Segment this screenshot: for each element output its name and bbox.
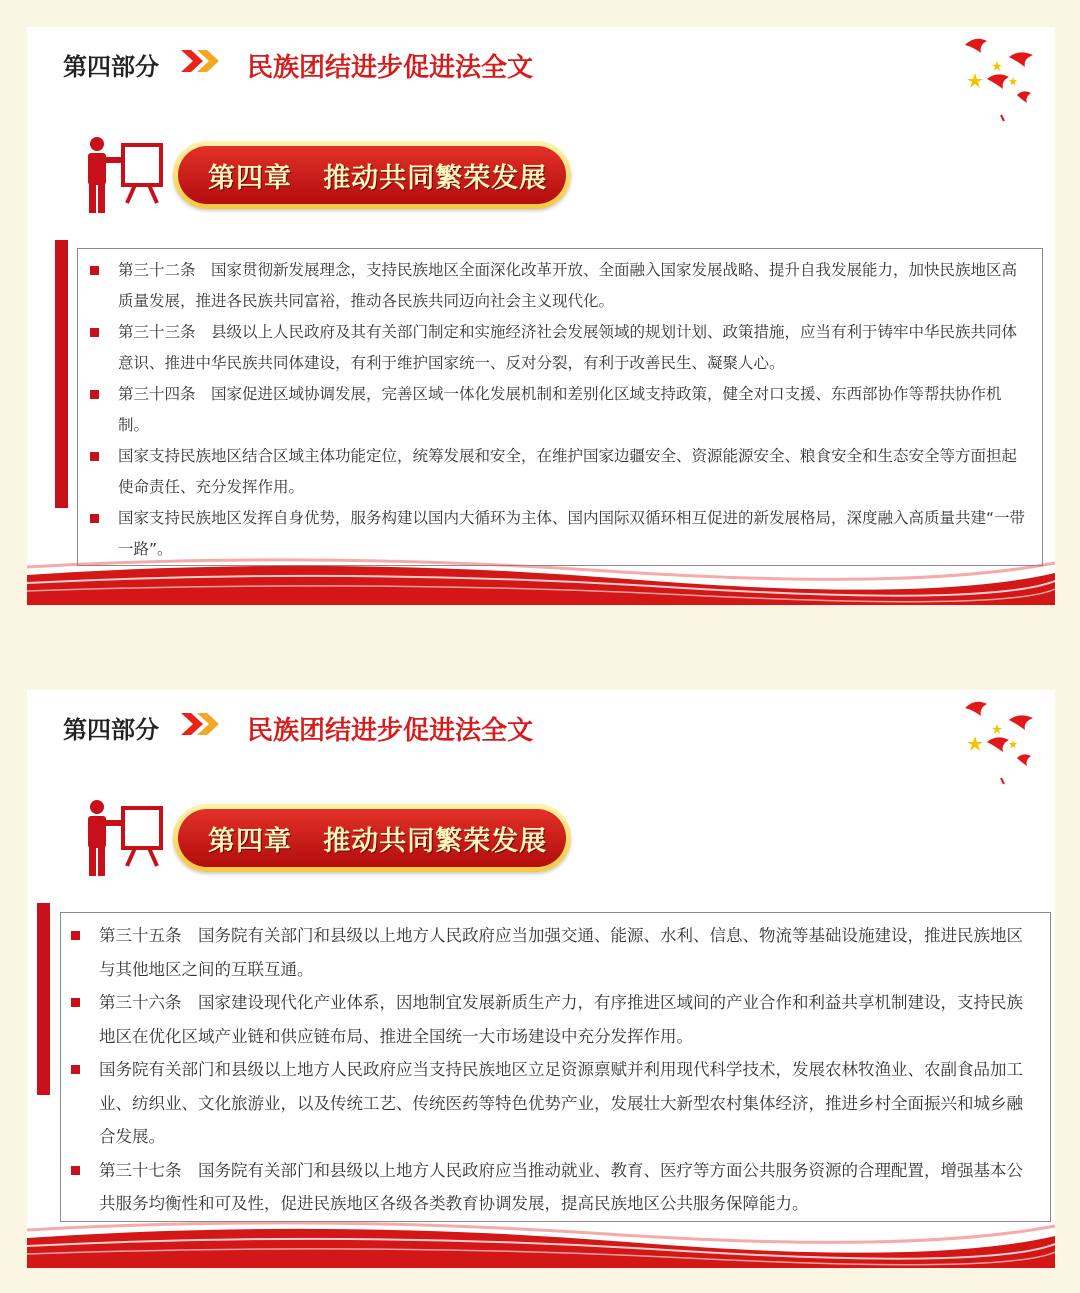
- doves-stars-icon: [957, 694, 1047, 790]
- slide-2: [27, 690, 1055, 1268]
- item-text: 国家支持民族地区发挥自身优势，服务构建以国内大循环为主体、国内国际双循环相互促进的新发展格局，深度融入高质量共建“一带一路”。: [118, 509, 1026, 558]
- chapter-title: 第四章 推动共同繁荣发展: [208, 162, 548, 194]
- double-chevron-icon: [179, 710, 223, 738]
- part-title: 民族团结进步促进法全文: [247, 716, 534, 746]
- list-item: [69, 986, 1036, 1053]
- teacher-board-icon: [83, 798, 169, 880]
- item-text: 国家支持民族地区结合区域主体功能定位，统筹发展和安全，在维护国家边疆安全、资源能源安全、粮食安全和生态安全等方面担起使命责任、充分发挥作用。: [118, 447, 1018, 496]
- list-item: [69, 1053, 1036, 1154]
- list-item: [88, 441, 1030, 503]
- part-title: 民族团结进步促进法全文: [247, 53, 534, 83]
- chapter-banner: [173, 141, 571, 209]
- bullet-square-icon: [90, 266, 99, 275]
- item-text: 国务院有关部门和县级以上地方人民政府应当支持民族地区立足资源禀赋并利用现代科学技术，发展农林牧渔业、农副食品加工业、纺织业、文化旅游业，以及传统工艺、传统医药等特色优势产业，发展壮大新型农村集体经济，推进乡村全面振兴和城乡融合发展。: [99, 1060, 1023, 1146]
- list-item: [69, 919, 1036, 986]
- accent-bar: [55, 240, 68, 508]
- article-text-box: [77, 248, 1043, 566]
- item-text: 第三十四条 国家促进区域协调发展，完善区域一体化发展机制和差别化区域支持政策，健全对口支援、东西部协作等帮扶协作机制。: [118, 385, 1002, 434]
- bullet-square-icon: [90, 514, 99, 523]
- bullet-square-icon: [90, 328, 99, 337]
- accent-bar: [37, 903, 50, 1095]
- bullet-square-icon: [90, 390, 99, 399]
- item-text: 第三十六条 国家建设现代化产业体系，因地制宜发展新质生产力，有序推进区域间的产业合作和利益共享机制建设，支持民族地区在优化区域产业链和供应链布局、推进全国统一大市场建设中充分发挥作用。: [99, 993, 1023, 1046]
- doves-stars-icon: [957, 31, 1047, 127]
- item-text: 第三十七条 国务院有关部门和县级以上地方人民政府应当推动就业、教育、医疗等方面公共服务资源的合理配置，增强基本公共服务均衡性和可及性，促进民族地区各级各类教育协调发展，提高民族地区公共服务保障能力。: [99, 1160, 1023, 1213]
- item-text: 第三十三条 县级以上人民政府及其有关部门制定和实施经济社会发展领域的规划计划、政策措施，应当有利于铸牢中华民族共同体意识、推进中华民族共同体建设，有利于维护国家统一、反对分裂，有利于改善民生、凝聚人心。: [118, 323, 1018, 372]
- teacher-board-icon: [83, 135, 169, 217]
- list-item: [88, 317, 1030, 379]
- chapter-banner: [173, 804, 571, 872]
- chapter-title: 第四章 推动共同繁荣发展: [208, 825, 548, 857]
- item-text: 第三十五条 国务院有关部门和县级以上地方人民政府应当加强交通、能源、水利、信息、物流等基础设施建设，推进民族地区与其他地区之间的互联互通。: [99, 926, 1023, 979]
- item-text: 第三十二条 国家贯彻新发展理念，支持民族地区全面深化改革开放、全面融入国家发展战略、提升自我发展能力，加快民族地区高质量发展，推进各民族共同富裕，推动各民族共同迈向社会主义现代化。: [118, 261, 1018, 310]
- red-wave-ribbon: [27, 1208, 1055, 1268]
- bullet-square-icon: [90, 452, 99, 461]
- bullet-square-icon: [71, 1166, 80, 1175]
- slide-1: [27, 27, 1055, 605]
- bullet-square-icon: [71, 998, 80, 1007]
- bullet-square-icon: [71, 1065, 80, 1074]
- part-label: 第四部分: [63, 716, 159, 744]
- bullet-square-icon: [71, 931, 80, 940]
- list-item: [88, 379, 1030, 441]
- red-wave-ribbon: [27, 545, 1055, 605]
- list-item: [88, 255, 1030, 317]
- part-label: 第四部分: [63, 53, 159, 81]
- article-text-box: [60, 912, 1051, 1222]
- double-chevron-icon: [179, 47, 223, 75]
